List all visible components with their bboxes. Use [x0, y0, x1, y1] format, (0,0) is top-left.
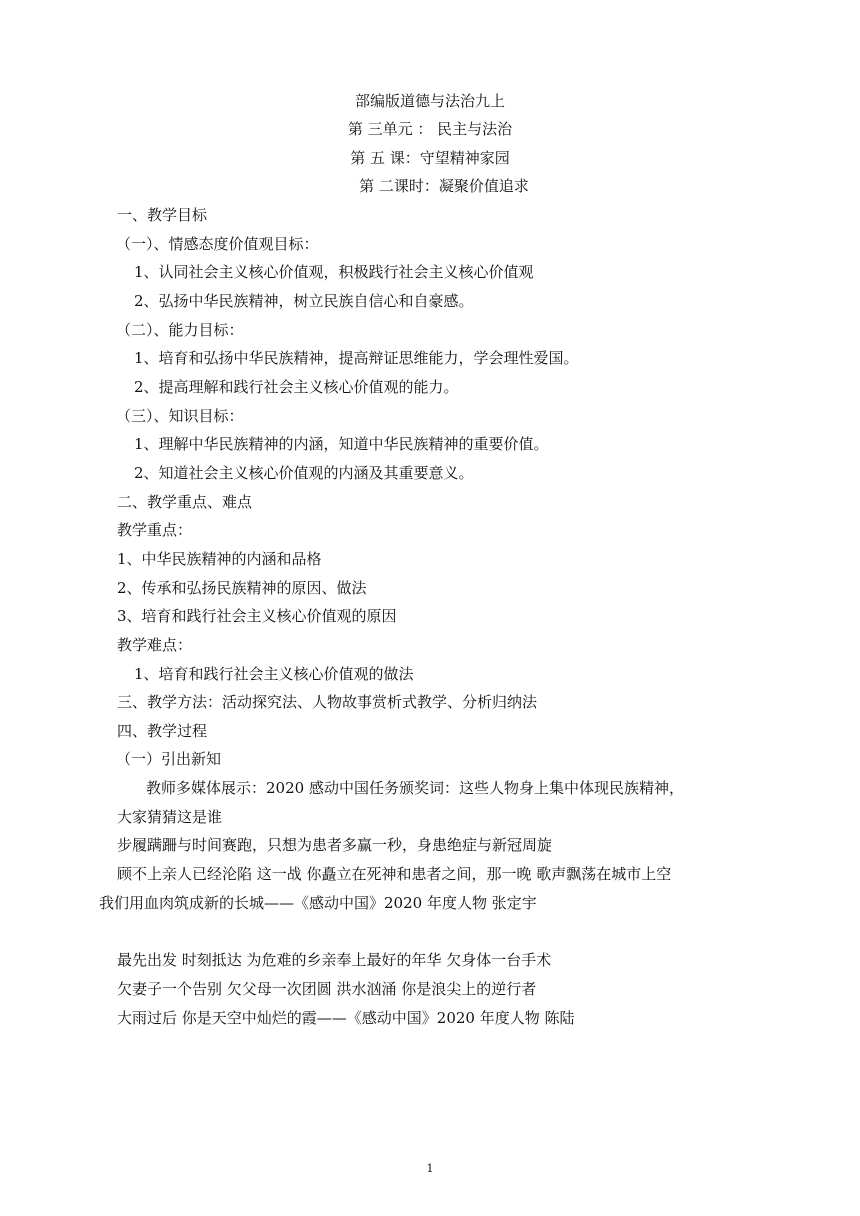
- citation-line: 步履蹒跚与时间赛跑，只想为患者多赢一秒，身患绝症与新冠周旋: [117, 836, 553, 854]
- period-title: 第 二课时：凝聚价值追求: [359, 177, 529, 195]
- intro-paragraph-line: 大家猜猜这是谁: [117, 808, 223, 826]
- difficulty-item: 1、培育和践行社会主义核心价值观的做法: [134, 665, 414, 683]
- section-process-heading: 四、教学过程: [117, 722, 208, 740]
- citation-line: 我们用血肉筑成新的长城——《感动中国》2020 年度人物 张定宇: [99, 894, 537, 912]
- difficulty-heading: 教学难点：: [117, 636, 193, 654]
- intro-heading: （一）引出新知: [116, 750, 222, 768]
- page-number: 1: [426, 1162, 434, 1175]
- focus-heading: 教学重点：: [117, 521, 193, 539]
- unit-title: 第 三单元 ： 民主与法治: [347, 120, 513, 138]
- emotion-objective-item: 1、认同社会主义核心价值观，积极践行社会主义核心价值观: [134, 263, 534, 281]
- focus-item: 3、培育和践行社会主义核心价值观的原因: [117, 607, 397, 625]
- ability-objective-item: 1、培育和弘扬中华民族精神，提高辩证思维能力，学会理性爱国。: [134, 349, 579, 367]
- focus-item: 1、中华民族精神的内涵和品格: [117, 550, 322, 568]
- lesson-title: 第 五 课：守望精神家园: [350, 149, 510, 167]
- book-title: 部编版道德与法治九上: [354, 92, 505, 110]
- citation-line: 最先出发 时刻抵达 为危难的乡亲奉上最好的年华 欠身体一台手术: [117, 951, 552, 969]
- ability-objectives-heading: （二）、能力目标：: [116, 321, 244, 339]
- section-methods: 三、教学方法：活动探究法、人物故事赏析式教学、分析归纳法: [117, 693, 538, 711]
- intro-paragraph-line: 教师多媒体展示：2020 感动中国任务颁奖词：这些人物身上集中体现民族精神，: [146, 779, 684, 797]
- citation-line: 顾不上亲人已经沦陷 这一战 你矗立在死神和患者之间，那一晚 歌声飘荡在城市上空: [117, 865, 672, 883]
- emotion-objective-item: 2、弘扬中华民族精神，树立民族自信心和自豪感。: [134, 292, 474, 310]
- citation-line: 大雨过后 你是天空中灿烂的霞——《感动中国》2020 年度人物 陈陆: [117, 1009, 575, 1027]
- knowledge-objective-item: 2、知道社会主义核心价值观的内涵及其重要意义。: [134, 464, 474, 482]
- focus-item: 2、传承和弘扬民族精神的原因、做法: [117, 579, 367, 597]
- section-objectives-heading: 一、教学目标: [117, 206, 208, 224]
- citation-line: 欠妻子一个告别 欠父母一次团圆 洪水汹涌 你是浪尖上的逆行者: [117, 980, 537, 998]
- section-keypoints-heading: 二、教学重点、难点: [117, 493, 253, 511]
- ability-objective-item: 2、提高理解和践行社会主义核心价值观的能力。: [134, 378, 459, 396]
- knowledge-objectives-heading: （三）、知识目标：: [116, 407, 244, 425]
- emotion-objectives-heading: （一）、情感态度价值观目标：: [116, 235, 319, 253]
- knowledge-objective-item: 1、理解中华民族精神的内涵，知道中华民族精神的重要价值。: [134, 435, 549, 453]
